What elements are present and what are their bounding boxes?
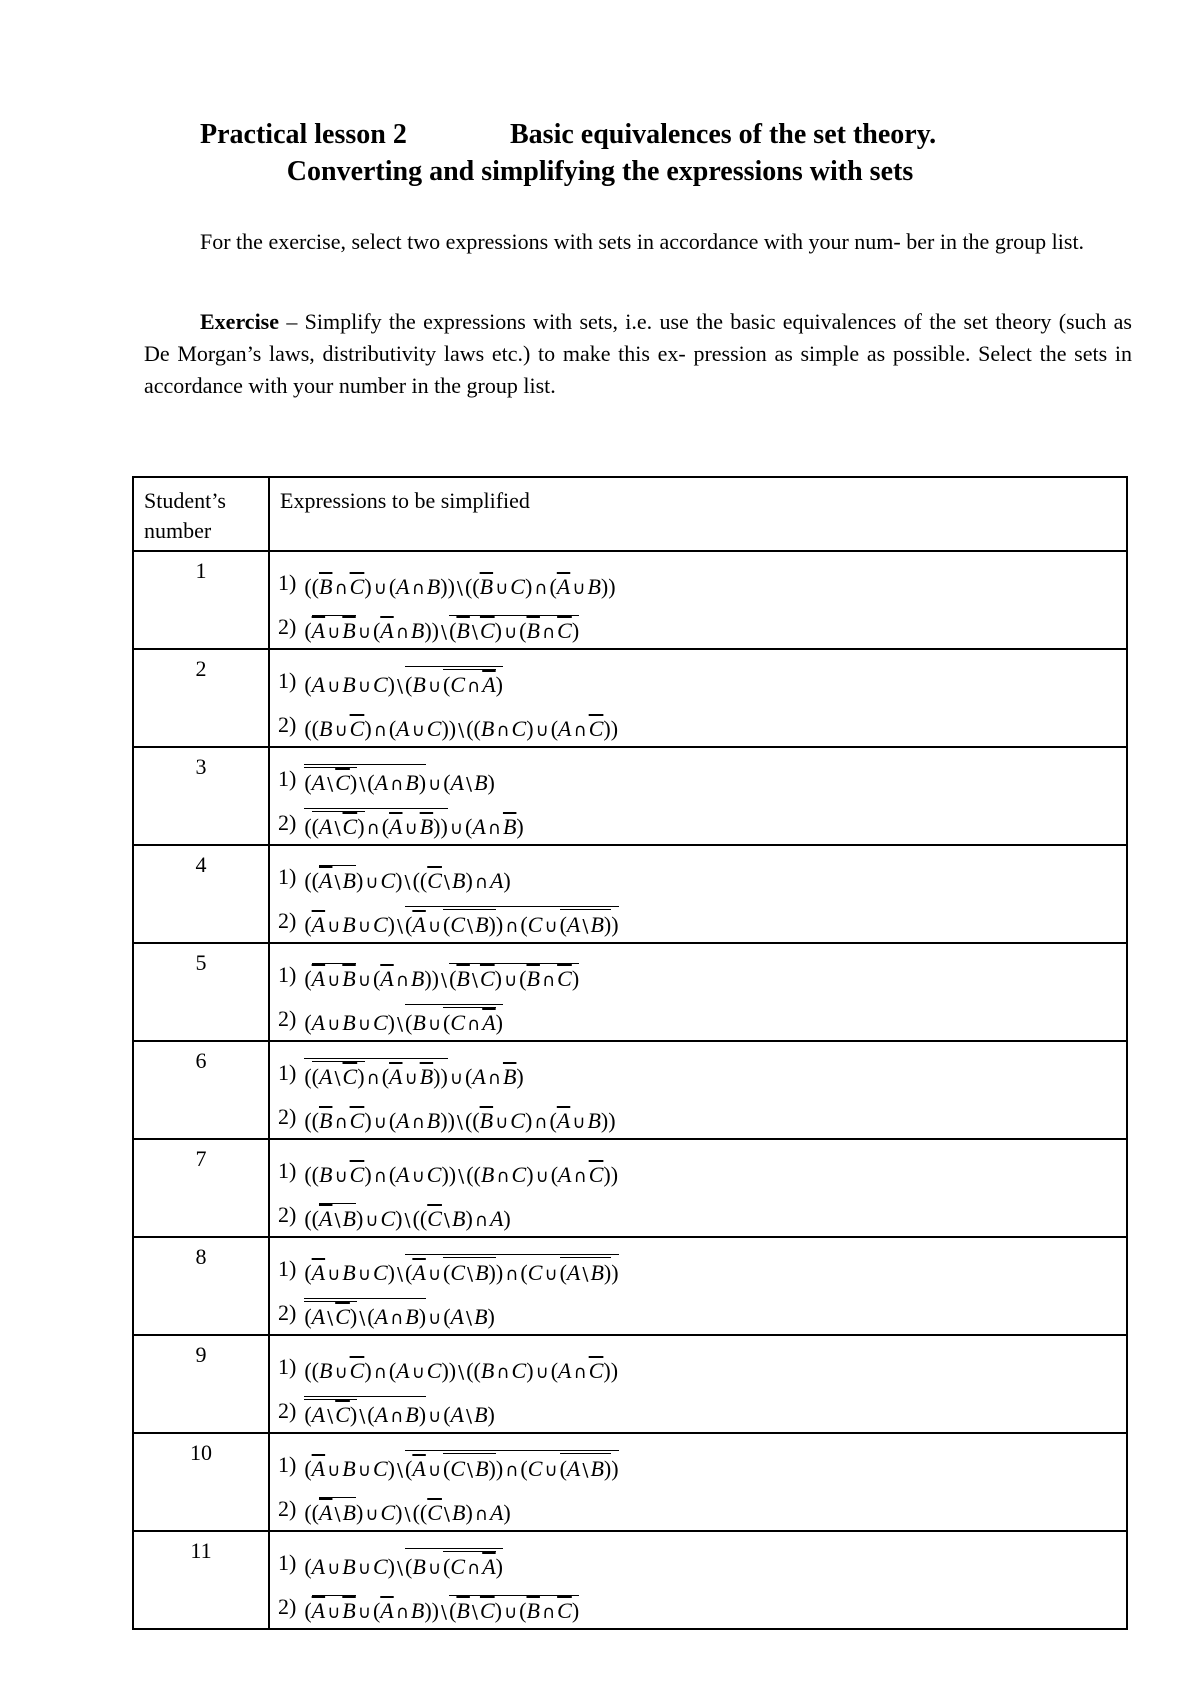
table-row (133, 1335, 1127, 1433)
expression-line (278, 1438, 1126, 1482)
expressions-cell (269, 1139, 1127, 1237)
expression-label: 2) (278, 1496, 297, 1521)
student-number: 10 (133, 1433, 269, 1531)
expression-line (278, 1144, 1126, 1188)
expression-label: 2) (278, 1104, 297, 1129)
expression-label: 1) (278, 766, 297, 791)
set-expression: (($\overline{A}$ \B) ∪C) $\backslash((\overline{C}$ \B) ∩A) (304, 868, 510, 894)
expression-label: 1) (278, 1256, 297, 1281)
expression-label: 1) (278, 864, 297, 889)
student-number: 4 (133, 845, 269, 943)
table-row (133, 747, 1127, 845)
expression-line (278, 1536, 1126, 1580)
table-row (133, 943, 1127, 1041)
expression-line (278, 894, 1126, 938)
expressions-cell (269, 1237, 1127, 1335)
set-expression: ((A $\backslash\overline{C}$) $\cap(\overline{A}$ $\cup\overline{B}$)) ∪(A $\cap\overline{B}$) (304, 1064, 523, 1090)
expression-label: 1) (278, 570, 297, 595)
header-expressions: Expressions to be simplified (269, 477, 1127, 551)
expression-line (278, 1090, 1126, 1134)
set-expression: ((B $\cup\overline{C}$) ∩(A ∪C)) \((B ∩C) ∪(A $\cap\overline{C}$)) (304, 1358, 619, 1383)
expression-line (278, 698, 1126, 742)
table-row (133, 1433, 1127, 1531)
expression-label: 2) (278, 1398, 297, 1423)
table-row (133, 649, 1127, 747)
expressions-cell (269, 747, 1127, 845)
set-expression: (A $\backslash\overline{C}$) \(A ∩B) ∪(A \B) (304, 770, 495, 796)
expressions-cell (269, 845, 1127, 943)
set-expression: (A ∪B ∪C) \(B ∪(C $\cap\overline{A}$) (304, 1554, 503, 1580)
table-row (133, 1237, 1127, 1335)
table-row (133, 1139, 1127, 1237)
student-number: 7 (133, 1139, 269, 1237)
set-expression: ($\overline{A}$ $\cup\overline{B}$ $\cup(\overline{A}$ ∩B)) $\backslash(\overline{B}$ $\backslash\overline{C}$) $\cup(\overline{B}$ $\cap\overline{C}$) (304, 618, 579, 644)
student-number: 3 (133, 747, 269, 845)
expression-line (278, 600, 1126, 644)
expression-line (278, 1384, 1126, 1428)
expression-line (278, 1580, 1126, 1624)
expression-label: 2) (278, 1006, 297, 1031)
student-number: 1 (133, 551, 269, 649)
set-expression: (A $\backslash\overline{C}$) \(A ∩B) ∪(A \B) (304, 1304, 495, 1330)
intro-paragraph (144, 226, 1132, 258)
lesson-label: Practical lesson 2 (200, 119, 407, 150)
expression-line (278, 850, 1126, 894)
student-number: 11 (133, 1531, 269, 1629)
expressions-cell (269, 551, 1127, 649)
expression-label: 1) (278, 1158, 297, 1183)
expression-line (278, 654, 1126, 698)
set-expression: ($\overline{A}$ ∪B ∪C) $\backslash(\overline{A}$ ∪(C \B)) ∩(C ∪(A \B)) (304, 912, 618, 938)
set-expression: ($\overline{A}$ ∪B ∪C) $\backslash(\overline{A}$ ∪(C \B)) ∩(C ∪(A \B)) (304, 1260, 618, 1286)
expressions-cell (269, 1433, 1127, 1531)
table-row (133, 551, 1127, 649)
expression-label: 2) (278, 614, 297, 639)
expression-label: 1) (278, 962, 297, 987)
expression-line (278, 1188, 1126, 1232)
expressions-cell (269, 1531, 1127, 1629)
expression-line (278, 992, 1126, 1036)
table-header-row (133, 477, 1127, 551)
header-student-number: Student’s number (133, 477, 269, 551)
intro-text: For the exercise, select two expressions with sets in accordance with your num- ber in the group list. (200, 229, 1085, 254)
expressions-cell (269, 1041, 1127, 1139)
expression-label: 2) (278, 1300, 297, 1325)
exercise-text: – Simplify the expressions with sets, i.e. use the basic equivalences of the set theory (such as De Morgan’s laws, distributivity laws etc.) to make this ex- pression as simple as possible. Select the sets in accordance with your number in the group list. (144, 309, 1132, 398)
expressions-cell (269, 1335, 1127, 1433)
exercise-paragraph (144, 306, 1132, 402)
set-expression: ($\overline{A}$ $\cup\overline{B}$ $\cup(\overline{A}$ ∩B)) $\backslash(\overline{B}$ $\backslash\overline{C}$) $\cup(\overline{B}$ $\cap\overline{C}$) (304, 966, 579, 992)
expression-label: 2) (278, 810, 297, 835)
set-expression: ($\overline{A}$ $\cup\overline{B}$ $\cup(\overline{A}$ ∩B)) $\backslash(\overline{B}$ $\backslash\overline{C}$) $\cup(\overline{B}$ $\cap\overline{C}$) (304, 1598, 579, 1624)
set-expression: (($\overline{A}$ \B) ∪C) $\backslash((\overline{C}$ \B) ∩A) (304, 1206, 510, 1232)
table-row (133, 845, 1127, 943)
expression-line (278, 948, 1126, 992)
expression-label: 1) (278, 1060, 297, 1085)
expression-line (278, 1482, 1126, 1526)
exercise-label: Exercise (200, 309, 280, 334)
expression-line (278, 1242, 1126, 1286)
expression-label: 1) (278, 1354, 297, 1379)
set-expression: (A ∪B ∪C) \(B ∪(C $\cap\overline{A}$) (304, 672, 503, 698)
expression-line (278, 1046, 1126, 1090)
student-number: 5 (133, 943, 269, 1041)
student-number: 2 (133, 649, 269, 747)
expressions-cell (269, 943, 1127, 1041)
expression-line (278, 556, 1126, 600)
student-number: 8 (133, 1237, 269, 1335)
expression-label: 1) (278, 1550, 297, 1575)
set-expression: ((B $\cup\overline{C}$) ∩(A ∪C)) \((B ∩C) ∪(A $\cap\overline{C}$)) (304, 1162, 619, 1187)
set-expression: ($\overline{A}$ ∪B ∪C) $\backslash(\overline{A}$ ∪(C \B)) ∩(C ∪(A \B)) (304, 1456, 618, 1482)
expression-line (278, 1340, 1126, 1384)
table-body (133, 551, 1127, 1629)
student-number: 6 (133, 1041, 269, 1139)
set-expression: (A $\backslash\overline{C}$) \(A ∩B) ∪(A \B) (304, 1402, 495, 1428)
expression-label: 1) (278, 1452, 297, 1477)
expression-line (278, 752, 1126, 796)
student-number: 9 (133, 1335, 269, 1433)
set-expression: ((B $\cup\overline{C}$) ∩(A ∪C)) \((B ∩C) ∪(A $\cap\overline{C}$)) (304, 716, 619, 741)
expression-label: 2) (278, 712, 297, 737)
set-expression: (($\overline{B}$ $\cap\overline{C}$) ∪(A ∩B)) $\backslash((\overline{B}$ ∪C) $\cap(\overline{A}$ ∪B)) (304, 1108, 616, 1133)
lesson-topic: Basic equivalences of the set theory. (510, 119, 937, 150)
table-row (133, 1531, 1127, 1629)
set-expression: (A ∪B ∪C) \(B ∪(C $\cap\overline{A}$) (304, 1010, 503, 1036)
table-row (133, 1041, 1127, 1139)
expression-line (278, 1286, 1126, 1330)
set-expression: ((A $\backslash\overline{C}$) $\cap(\overline{A}$ $\cup\overline{B}$)) ∪(A $\cap\overline{B}$) (304, 814, 523, 840)
expression-label: 2) (278, 1202, 297, 1227)
set-expression: (($\overline{B}$ $\cap\overline{C}$) ∪(A ∩B)) $\backslash((\overline{B}$ ∪C) $\cap(\overline{A}$ ∪B)) (304, 574, 616, 599)
expression-label: 1) (278, 668, 297, 693)
expression-line (278, 796, 1126, 840)
expressions-table (132, 476, 1128, 1630)
expression-label: 2) (278, 908, 297, 933)
expressions-cell (269, 649, 1127, 747)
lesson-subtitle: Converting and simplifying the expressions with sets (286, 156, 914, 187)
expression-label: 2) (278, 1594, 297, 1619)
set-expression: (($\overline{A}$ \B) ∪C) $\backslash((\overline{C}$ \B) ∩A) (304, 1500, 510, 1526)
